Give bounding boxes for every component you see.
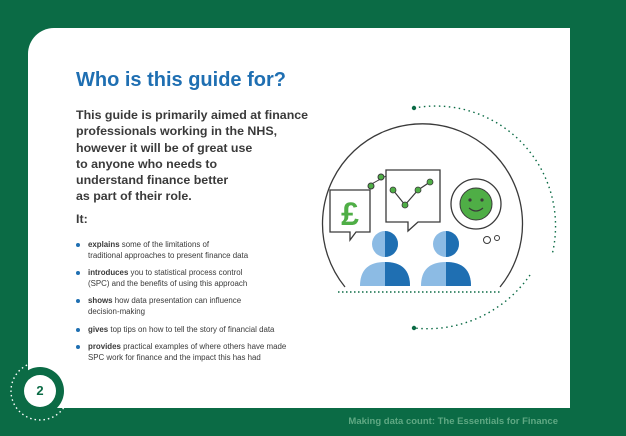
page-title: Who is this guide for? [76, 69, 286, 91]
list-item: introduces you to statistical process control (SPC) and the benefits of using this approach [76, 268, 338, 289]
intro-line: This guide is primarily aimed at finance [76, 108, 309, 122]
intro-line: to anyone who needs to [76, 156, 218, 171]
smiley-thought-bubble-icon [451, 179, 501, 244]
footer-text: Making data count: The Essentials for Finance [348, 416, 558, 427]
svg-text:£: £ [341, 196, 359, 232]
it-label: It: [76, 212, 88, 226]
intro-line: as part of their role. [76, 189, 192, 204]
page-number: 2 [36, 383, 44, 398]
line-chart-speech-bubble-icon [386, 170, 440, 231]
intro-line: professionals working in the NHS, [76, 124, 278, 139]
person-right-icon [421, 231, 471, 286]
list-item: provides practical examples of where others have made SPC work for finance and the impact this has had [76, 342, 338, 363]
purpose-list [76, 240, 338, 370]
intro-line: however it will be of great use [76, 140, 253, 155]
list-item: gives top tips on how to tell the story of financial data [76, 325, 338, 336]
intro-text [76, 107, 326, 205]
conversation-illustration [300, 95, 570, 345]
pound-speech-bubble-icon [330, 190, 370, 240]
list-item: explains some of the limitations of traditional approaches to present finance data [76, 240, 338, 261]
person-left-icon [360, 231, 410, 286]
list-item: shows how data presentation can influence decision-making [76, 296, 338, 317]
intro-line: understand finance better [76, 173, 229, 188]
